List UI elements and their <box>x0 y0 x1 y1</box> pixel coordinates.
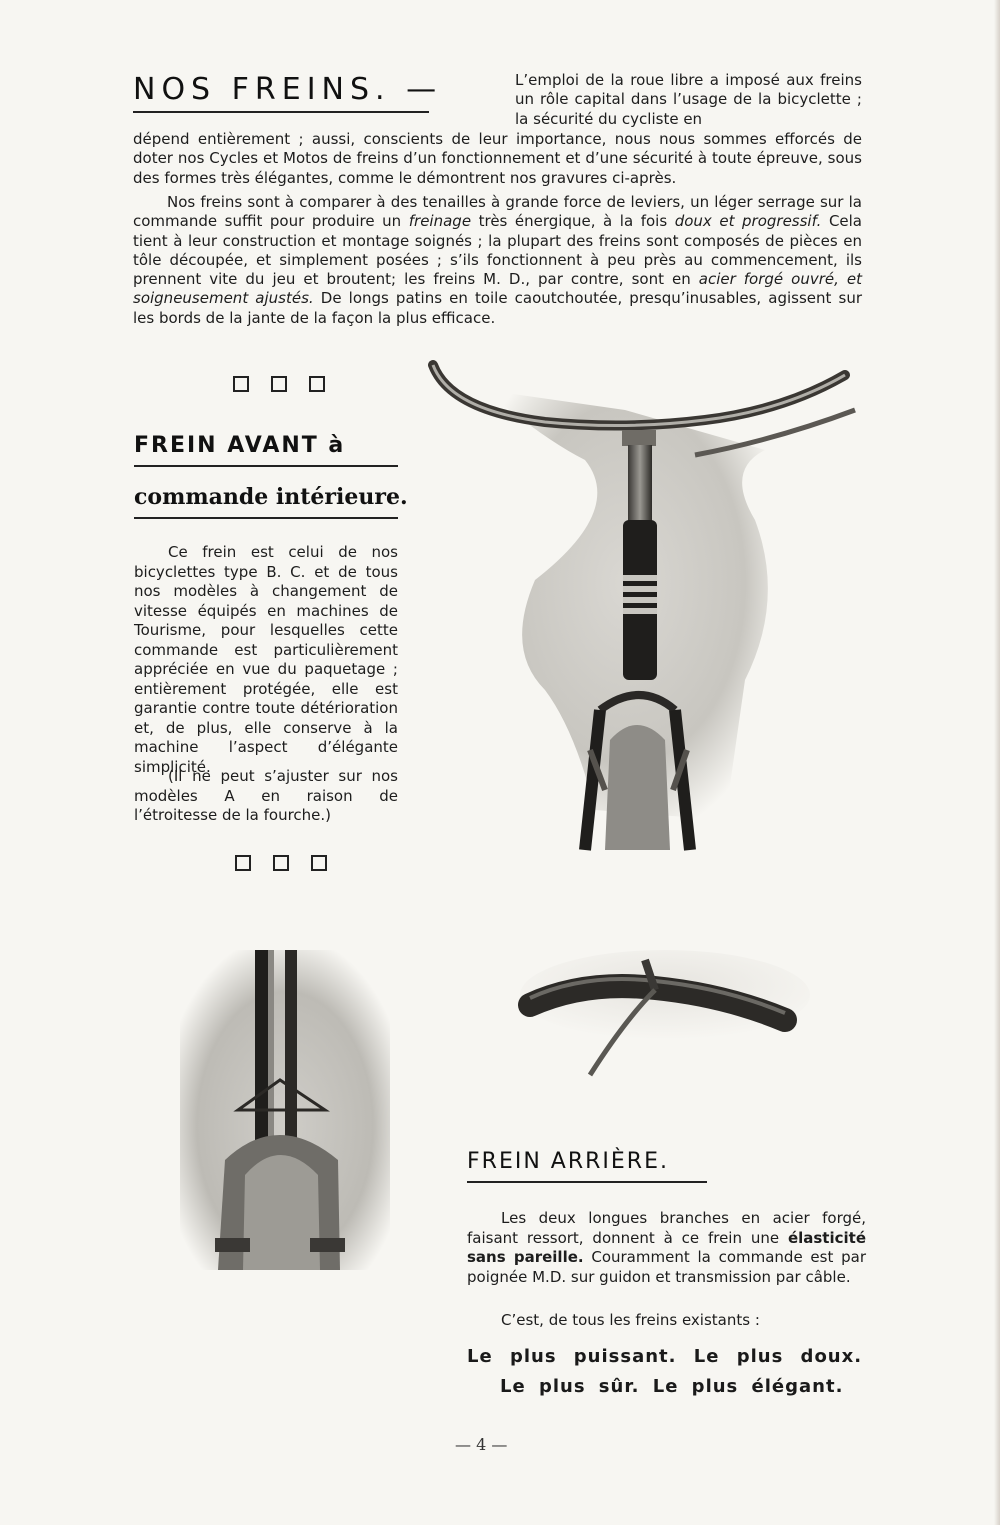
square-ornament-icon <box>311 855 327 871</box>
intro-paragraph-start: L’emploi de la roue libre a imposé aux freins un rôle capital dans l’usage de la bicyclette ; la sécurité du cycliste en <box>515 71 862 128</box>
page-number: — 4 — <box>455 1435 508 1454</box>
slogan-line-1: Le plus puissant. Le plus doux. <box>467 1346 863 1367</box>
front-brake-subheading: commande intérieure. <box>134 484 408 510</box>
page-edge <box>994 0 1000 1525</box>
intro-paragraph-2: Nos freins sont à comparer à des tenailles à grande force de leviers, un léger serrage sur la commande suffit pour produire un freinage très énergique, à la fois doux et progressif. Cela tient à leur construction et montage soignés ; la plupart des freins sont composés de pièces en tôle découpée, et simplement posées ; s’ils fonctionnent à peu près au commencement, ils prennent vite du jeu et broutent; les freins M. D., par contre, sont en acier forgé ouvré, et soigneusement ajustés. De longs patins en toile caoutchoutée, presqu’inusables, agissent sur les bords de la jante de la façon la plus efficace. <box>133 193 863 327</box>
section-separator <box>233 376 325 392</box>
square-ornament-icon <box>309 376 325 392</box>
front-brake-illustration <box>425 350 865 860</box>
rear-brake-heading: FREIN ARRIÈRE. <box>467 1149 669 1174</box>
intro-paragraph-continuation: dépend entièrement ; aussi, conscients de leur importance, nous nous sommes efforcés de doter nos Cycles et Motos de freins d’un fonctionnement et d’une sécurité à toute épreuve, sous des formes très élégantes, comme le démontrent nos gravures ci-après. <box>133 130 862 187</box>
square-ornament-icon <box>271 376 287 392</box>
section-separator <box>235 855 327 871</box>
front-brake-heading: FREIN AVANT à <box>134 433 346 458</box>
title-underline <box>133 111 429 113</box>
heading-underline <box>134 465 398 467</box>
rear-brake-illustration <box>160 910 405 1270</box>
square-ornament-icon <box>273 855 289 871</box>
front-brake-description: Ce frein est celui de nos bicyclettes type B. C. et de tous nos modèles à changement de vitesse équipés en machines de Tourisme, pour lesquelles cette commande est particulièrement appréciée en vue du paquetage ; entièrement protégée, elle est garantie contre toute détérioration et, de plus, elle conserve à la machine l’aspect d’élégante simplicité. <box>134 543 398 776</box>
front-brake-note: (Il ne peut s’ajuster sur nos modèles A en raison de l’étroitesse de la fourche.) <box>134 767 398 824</box>
heading-underline <box>467 1181 707 1183</box>
slogan-line-2: Le plus sûr. Le plus élégant. <box>500 1376 844 1397</box>
brake-lever-illustration <box>515 940 815 1080</box>
rear-brake-lead: C’est, de tous les freins existants : <box>501 1311 760 1329</box>
rear-brake-description: Les deux longues branches en acier forgé, faisant ressort, donnent à ce frein une élasticité sans pareille. Couramment la commande est par poignée M.D. sur guidon et transmission par câble. <box>467 1209 866 1286</box>
square-ornament-icon <box>233 376 249 392</box>
heading-underline <box>134 517 398 519</box>
square-ornament-icon <box>235 855 251 871</box>
page-title: NOS FREINS. — <box>133 72 443 107</box>
